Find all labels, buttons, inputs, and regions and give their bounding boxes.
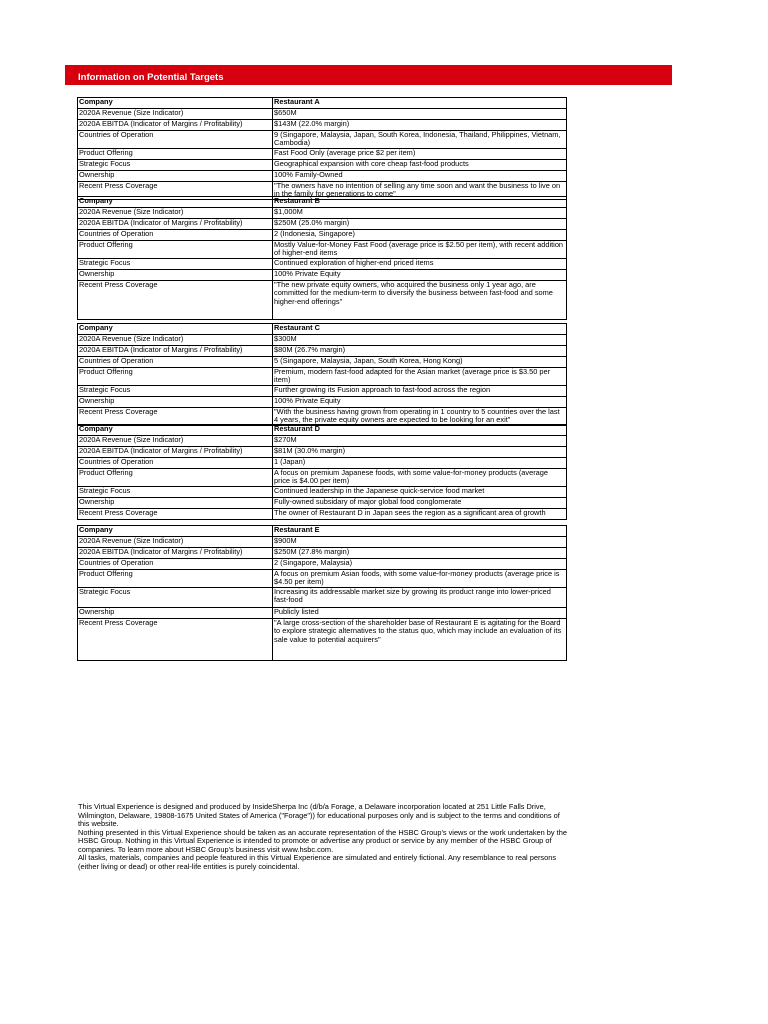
countries-value: 9 (Singapore, Malaysia, Japan, South Korea, Indonesia, Thailand, Philippines, Vietnam, Cambodia) [273,131,567,149]
ebitda-label: 2020A EBITDA (Indicator of Margins / Profitability) [78,120,273,131]
revenue-label: 2020A Revenue (Size Indicator) [78,335,273,346]
press-value: The owner of Restaurant D in Japan sees the region as a significant area of growth [273,508,567,519]
target-table-restaurant-c [77,323,567,426]
company-name: Restaurant D [273,425,567,436]
ebitda-value: $250M (25.0% margin) [273,219,567,230]
countries-value: 2 (Indonesia, Singapore) [273,230,567,241]
press-value: "With the business having grown from operating in 1 country to 5 countries over the last 4 years, the private equity owners are expected to be looking for an exit" [273,407,567,425]
disclaimer [78,803,573,871]
target-table-restaurant-d [77,424,567,520]
strategy-value: Continued exploration of higher-end priced items [273,258,567,269]
target-table-restaurant-a [77,97,567,200]
strategy-value: Geographical expansion with core cheap fast-food products [273,159,567,170]
press-label: Recent Press Coverage [78,618,273,660]
ownership-label: Ownership [78,170,273,181]
ebitda-label: 2020A EBITDA (Indicator of Margins / Profitability) [78,219,273,230]
revenue-value: $1,000M [273,208,567,219]
product-value: Premium, modern fast-food adapted for the Asian market (average price is $3.50 per item) [273,368,567,386]
ebitda-label: 2020A EBITDA (Indicator of Margins / Profitability) [78,447,273,458]
press-label: Recent Press Coverage [78,280,273,319]
ownership-value: 100% Private Equity [273,269,567,280]
product-label: Product Offering [78,241,273,259]
disclaimer-fictional: All tasks, materials, companies and people featured in this Virtual Experience are simulated and entirely fictional. Any resemblance to real persons (either living or dead) or other real-life entities is purely coincidental. [78,853,557,871]
company-name: Restaurant C [273,324,567,335]
product-label: Product Offering [78,368,273,386]
ebitda-value: $143M (22.0% margin) [273,120,567,131]
ownership-label: Ownership [78,396,273,407]
ownership-value: 100% Private Equity [273,396,567,407]
revenue-label: 2020A Revenue (Size Indicator) [78,109,273,120]
revenue-value: $650M [273,109,567,120]
strategy-label: Strategic Focus [78,385,273,396]
company-name: Restaurant A [273,98,567,109]
target-table-restaurant-b [77,196,567,320]
target-table-restaurant-e [77,525,567,661]
company-label: Company [78,197,273,208]
revenue-label: 2020A Revenue (Size Indicator) [78,208,273,219]
ownership-value: Publicly listed [273,607,567,618]
page-title: Information on Potential Targets [78,72,224,83]
strategy-label: Strategic Focus [78,587,273,607]
company-label: Company [78,526,273,537]
strategy-value: Further growing its Fusion approach to fast-food across the region [273,385,567,396]
revenue-value: $300M [273,335,567,346]
strategy-label: Strategic Focus [78,258,273,269]
ebitda-value: $81M (30.0% margin) [273,447,567,458]
company-name: Restaurant E [273,526,567,537]
company-name: Restaurant B [273,197,567,208]
countries-label: Countries of Operation [78,458,273,469]
product-value: A focus on premium Asian foods, with some value-for-money products (average price is $4.50 per item) [273,570,567,588]
disclaimer-forage: This Virtual Experience is designed and produced by InsideSherpa Inc (d/b/a Forage, a Delaware incorporation located at 251 Little Falls Drive, Wilmington, Delaware, 19808-1675 United States of America ("Forage")) for educational purposes only and is subject to the terms and conditions of this website. [78,802,560,828]
ownership-value: 100% Family-Owned [273,170,567,181]
countries-value: 1 (Japan) [273,458,567,469]
press-value: "A large cross-section of the shareholder base of Restaurant E is agitating for the Board to explore strategic alternatives to the status quo, which may include an evaluation of its sale value to potential acquirers" [273,618,567,660]
product-value: Mostly Value-for-Money Fast Food (average price is $2.50 per item), with recent addition of higher-end items [273,241,567,259]
revenue-value: $270M [273,436,567,447]
revenue-label: 2020A Revenue (Size Indicator) [78,436,273,447]
ebitda-label: 2020A EBITDA (Indicator of Margins / Profitability) [78,346,273,357]
section-header-bar [65,65,672,85]
product-label: Product Offering [78,148,273,159]
ebitda-label: 2020A EBITDA (Indicator of Margins / Profitability) [78,548,273,559]
countries-label: Countries of Operation [78,559,273,570]
press-value: "The owners have no intention of selling any time soon and want the business to live on in the family for generations to come" [273,181,567,199]
revenue-label: 2020A Revenue (Size Indicator) [78,537,273,548]
press-label: Recent Press Coverage [78,181,273,199]
ebitda-value: $80M (26.7% margin) [273,346,567,357]
disclaimer-hsbc: Nothing presented in this Virtual Experience should be taken as an accurate representation of the HSBC Group's views or the work undertaken by the HSBC Group. Nothing in this Virtual Experience is intended to promote or advertise any product or service by any member of the HSBC Group of companies. To learn more about HSBC Group's business visit www.hsbc.com. [78,827,567,854]
product-label: Product Offering [78,469,273,487]
product-value: Fast Food Only (average price $2 per item) [273,148,567,159]
company-label: Company [78,324,273,335]
countries-label: Countries of Operation [78,357,273,368]
company-label: Company [78,425,273,436]
ownership-label: Ownership [78,497,273,508]
countries-value: 5 (Singapore, Malaysia, Japan, South Korea, Hong Kong) [273,357,567,368]
ownership-label: Ownership [78,269,273,280]
product-value: A focus on premium Japanese foods, with some value-for-money products (average price is $4.00 per item) [273,469,567,487]
strategy-value: Increasing its addressable market size by growing its product range into lower-priced fast-food [273,587,567,607]
countries-label: Countries of Operation [78,230,273,241]
countries-label: Countries of Operation [78,131,273,149]
strategy-value: Continued leadership in the Japanese quick-service food market [273,486,567,497]
product-label: Product Offering [78,570,273,588]
ownership-label: Ownership [78,607,273,618]
company-label: Company [78,98,273,109]
ownership-value: Fully-owned subsidary of major global food conglomerate [273,497,567,508]
revenue-value: $900M [273,537,567,548]
press-label: Recent Press Coverage [78,508,273,519]
press-label: Recent Press Coverage [78,407,273,425]
strategy-label: Strategic Focus [78,486,273,497]
ebitda-value: $250M (27.8% margin) [273,548,567,559]
press-value: "The new private equity owners, who acquired the business only 1 year ago, are committed for the medium-term to diversify the business between fast-food and some higher-end offerings" [273,280,567,319]
countries-value: 2 (Singapore, Malaysia) [273,559,567,570]
strategy-label: Strategic Focus [78,159,273,170]
